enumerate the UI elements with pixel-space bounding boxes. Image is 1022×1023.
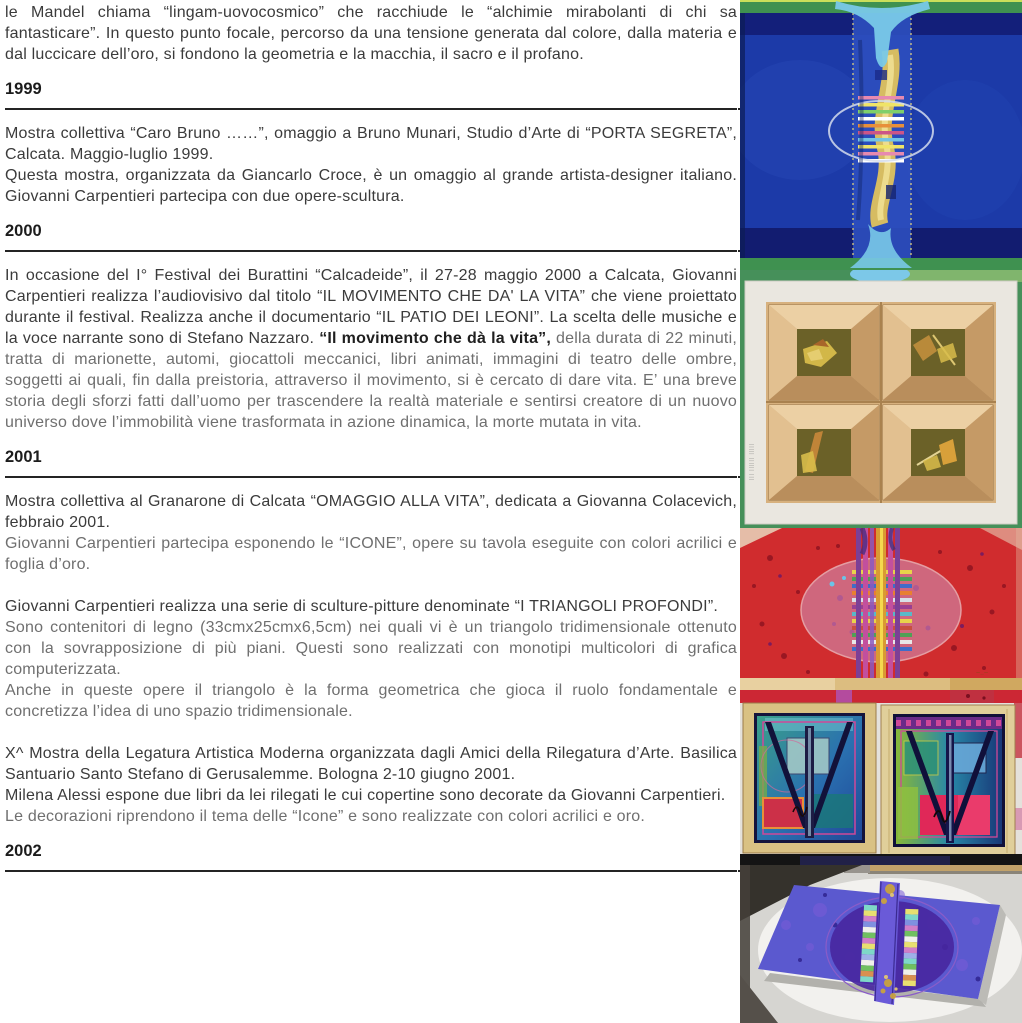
year-heading-1999: 1999	[5, 80, 42, 98]
paragraph-2000-bold: “Il movimento che dà la vita”,	[319, 330, 557, 347]
paragraph-2001-5: Anche in queste opere il triangolo è la forma geometrica che gioca il ruolo fondamentale e concretizza l’idea di uno spazio tridimensionale.	[5, 682, 737, 720]
intro-paragraph: le Mandel chiama “lingam-uovocosmico” che racchiude le “alchimie mirabolanti di chi sa fantasticare”. In questo punto focale, percorso da una tensione generata dal colore, dalla materia e dal luccicare dell’oro, si fondono la geometria e la macchia, il sacro e il profano.	[5, 4, 737, 63]
paragraph-1999-2: Questa mostra, organizzata da Giancarlo Croce, è un omaggio al grande artista-designer italiano. Giovanni Carpentieri partecipa con due opere-scultura.	[5, 167, 737, 205]
svg-text:||| |||||| |||||: ||| |||||| |||||	[749, 443, 755, 480]
triangle-box-left	[743, 703, 876, 853]
artwork-deep-triangles-image	[740, 690, 1022, 865]
paragraph-2001-2: Giovanni Carpentieri partecipa esponendo le “ICONE”, opere su tavola eseguite con colori acrilici e foglia d’oro.	[5, 535, 737, 573]
artwork-blue-book-image	[740, 865, 1022, 1023]
paragraph-2001-8: Le decorazioni riprendono il tema delle “Icone” e sono realizzate con colori acrilici e oro.	[5, 808, 646, 825]
year-heading-2002: 2002	[5, 842, 42, 860]
paragraph-2000	[5, 265, 737, 433]
artwork-column	[740, 0, 1022, 1023]
paragraph-2001-4: Sono contenitori di legno (33cmx25cmx6,5cm) nei quali vi è un triangolo tridimensionale ottenuto con la sovrapposizione di più piani. Questi sono realizzati con monotipi multicolori di grafica computerizzata.	[5, 619, 737, 678]
red-icon-painting	[740, 528, 1022, 690]
box-cell-top-right	[883, 305, 993, 400]
artwork-gold-leaf-box-image	[740, 270, 1022, 528]
blue-icon-painting	[740, 0, 1022, 270]
paragraph-2000-lead: In occasione del I° Festival dei Burattini “Calcadeide”, il 27-28 maggio 2000 a Calcata, Giovanni Carpentieri realizza l’audiovisivo dal titolo “IL MOVIMENTO CHE DA' LA VITA” che viene proiettato durante il festival. Realizza anche il documentario “IL PATIO DEI LEONI”. La scelta delle musiche e la voce narrante sono di Stefano Nazzaro.	[5, 267, 737, 347]
paragraph-2001-1: Mostra collettiva al Granarone di Calcata “OMAGGIO ALLA VITA”, dedicata a Giovanna Colacevich, febbraio 2001.	[5, 493, 737, 531]
paragraph-2001-3: Giovanni Carpentieri realizza una serie di sculture-pitture denominate “I TRIANGOLI PROFONDI”.	[5, 598, 718, 615]
svg-text:~..~: ~..~	[976, 670, 989, 677]
deep-triangles	[740, 690, 1022, 865]
gold-leaf-box	[740, 270, 1022, 528]
box-cell-bottom-right	[883, 405, 993, 500]
year-heading-2001: 2001	[5, 448, 42, 466]
box-cell-bottom-left	[769, 405, 879, 500]
year-heading-2000: 2000	[5, 222, 42, 240]
text-column	[5, 2, 737, 885]
triangle-box-right	[881, 705, 1015, 857]
section-rule-1999	[5, 108, 737, 110]
section-rule-2001	[5, 476, 737, 478]
section-rule-2000	[5, 250, 737, 252]
artwork-red-icon-image	[740, 528, 1022, 690]
box-cell-top-left	[769, 305, 879, 400]
paragraph-2001-7: Milena Alessi espone due libri da lei rilegati le cui copertine sono decorate da Giovanni Carpentieri.	[5, 787, 726, 804]
paragraph-2000-rest: della durata di 22 minuti, tratta di marionette, automi, giocattoli meccanici, libri animati, immagini di teatro delle ombre, soggetti ai quali, fin dalla preistoria, attraverso il movimento, si è cercato di dare vita. E’ una breve storia degli sforzi fatti dall’uomo per trascendere la realtà materiale e sentirsi creatore di un nuovo universo dove l’immobilità viene trasformata in azione dinamica, la morte mutata in vita.	[5, 330, 737, 431]
artwork-blue-icon-image	[740, 0, 1022, 270]
paragraph-1999-1: Mostra collettiva “Caro Bruno ……”, omaggio a Bruno Munari, Studio d’Arte di “PORTA SEGRETA”, Calcata. Maggio-luglio 1999.	[5, 125, 737, 163]
blue-book	[740, 865, 1022, 1023]
paragraph-2001-6: X^ Mostra della Legatura Artistica Moderna organizzata dagli Amici della Rilegatura d’Arte. Basilica Santuario Santo Stefano di Gerusalemme. Bologna 2-10 giugno 2001.	[5, 745, 737, 783]
section-rule-2002	[5, 870, 737, 872]
